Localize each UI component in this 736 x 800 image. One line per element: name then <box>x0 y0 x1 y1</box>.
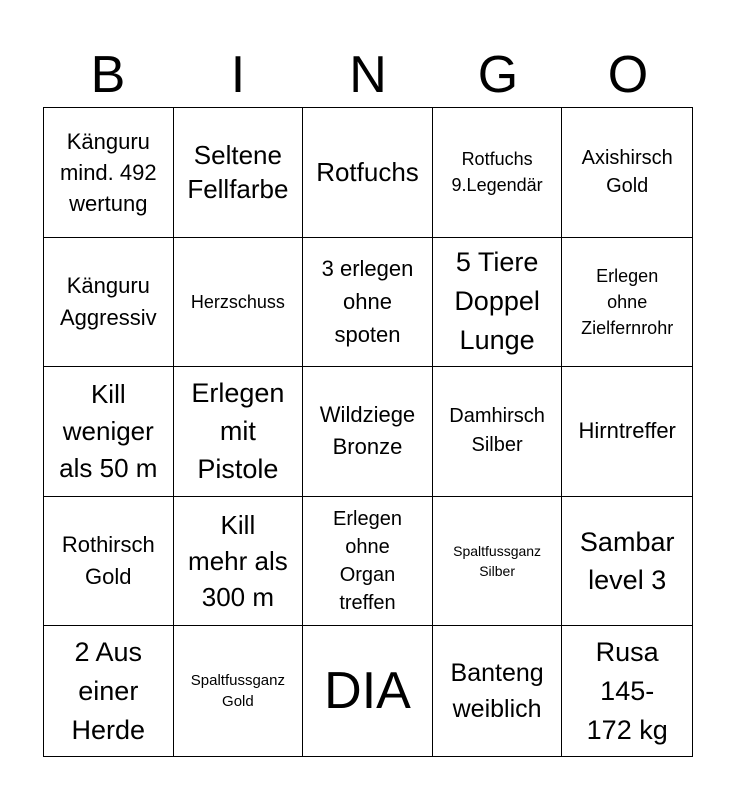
bingo-cell[interactable] <box>174 626 304 756</box>
bingo-cell[interactable] <box>433 367 563 497</box>
cell-label: DIA <box>324 662 411 721</box>
header-letter-i: I <box>230 46 246 104</box>
bingo-cell[interactable] <box>303 238 433 368</box>
cell-label: Rusa 145- 172 kg <box>586 636 668 745</box>
cell-label: Spaltfussganz Gold <box>190 672 285 711</box>
header-letter-o: O <box>607 46 649 104</box>
bingo-cell[interactable] <box>303 497 433 627</box>
bingo-cell[interactable] <box>433 626 563 756</box>
cell-label: Känguru mind. 492 wertung <box>59 128 157 216</box>
bingo-cell[interactable] <box>433 238 563 368</box>
bingo-cell[interactable] <box>303 108 433 238</box>
cell-label: Rotfuchs 9.Legendär <box>451 149 543 196</box>
bingo-header <box>43 44 693 106</box>
header-letter-n: N <box>349 46 387 104</box>
bingo-cell[interactable] <box>174 238 304 368</box>
bingo-cell[interactable] <box>562 626 692 756</box>
bingo-cell[interactable] <box>562 238 692 368</box>
bingo-cell[interactable] <box>44 497 174 627</box>
cell-label: Hirntreffer <box>578 418 676 444</box>
header-letter-b: B <box>90 46 126 104</box>
bingo-cell[interactable] <box>44 238 174 368</box>
cell-label: Kill mehr als 300 m <box>188 510 288 613</box>
cell-label: Seltene Fellfarbe <box>187 140 289 205</box>
bingo-cell[interactable] <box>562 497 692 627</box>
bingo-cell[interactable] <box>44 108 174 238</box>
cell-label: Herzschuss <box>190 291 285 312</box>
bingo-cell[interactable] <box>174 497 304 627</box>
cell-label: Känguru Aggressiv <box>60 272 157 330</box>
cell-label: Damhirsch Silber <box>449 405 545 457</box>
cell-label: Rotfuchs <box>316 157 419 188</box>
bingo-cell[interactable] <box>433 497 563 627</box>
bingo-cell[interactable] <box>433 108 563 238</box>
bingo-board <box>43 107 693 757</box>
bingo-cell[interactable] <box>174 108 304 238</box>
bingo-cell[interactable] <box>44 367 174 497</box>
cell-label: Erlegen ohne Organ treffen <box>333 508 402 615</box>
bingo-cell[interactable] <box>562 367 692 497</box>
bingo-cell[interactable] <box>303 367 433 497</box>
cell-label: Spaltfussganz Silber <box>453 543 542 580</box>
cell-label: Erlegen ohne Zielfernrohr <box>581 265 674 338</box>
cell-label: Banteng weiblich <box>450 659 544 724</box>
cell-label: 5 Tiere Doppel Lunge <box>454 247 540 356</box>
cell-label: Rothirsch Gold <box>61 532 155 590</box>
bingo-cell[interactable] <box>562 108 692 238</box>
cell-label: Wildziege Bronze <box>319 402 416 460</box>
cell-label: 2 Aus einer Herde <box>71 636 146 745</box>
cell-label: Erlegen mit Pistole <box>191 378 285 485</box>
bingo-cell[interactable] <box>303 626 433 756</box>
cell-label: Sambar level 3 <box>579 527 675 596</box>
cell-label: 3 erlegen ohne spoten <box>321 256 414 348</box>
cell-label: Kill weniger als 50 m <box>59 378 158 483</box>
cell-label: Axishirsch Gold <box>581 147 673 198</box>
bingo-cell[interactable] <box>174 367 304 497</box>
header-letter-g: G <box>477 46 519 104</box>
bingo-cell[interactable] <box>44 626 174 756</box>
